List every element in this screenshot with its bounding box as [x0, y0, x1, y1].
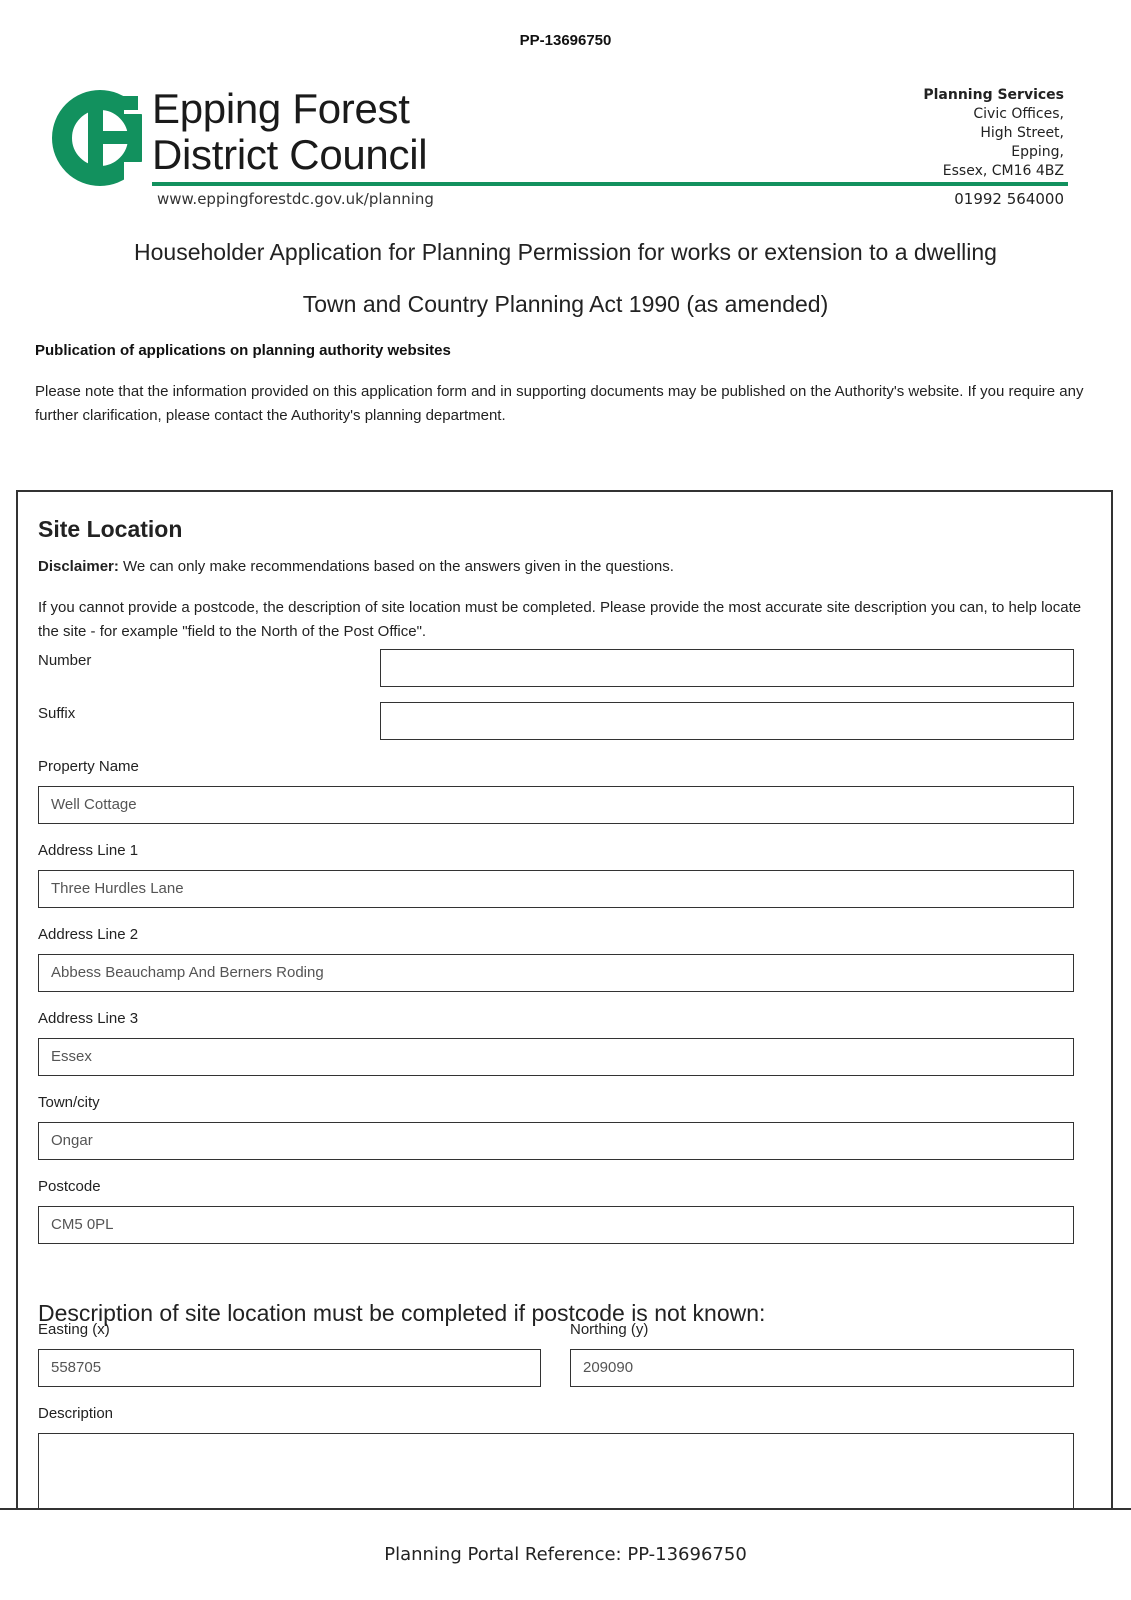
description-field[interactable] — [38, 1433, 1074, 1510]
council-name — [152, 86, 427, 178]
council-name-line1: Epping Forest — [152, 85, 410, 132]
publication-text: Please note that the information provided on this application form and in supporting documents may be published on the Authority's website. If you require any further clarification, please contact the Authority's planning department. — [35, 383, 1084, 424]
disclaimer — [38, 558, 674, 575]
address-line-2-field[interactable]: Abbess Beauchamp And Berners Roding — [38, 954, 1074, 992]
town-city-field[interactable]: Ongar — [38, 1122, 1074, 1160]
address-line-3-field[interactable]: Essex — [38, 1038, 1074, 1076]
council-logo-icon — [52, 82, 142, 198]
council-website: www.eppingforestdc.gov.uk/planning — [157, 190, 434, 208]
easting-label: Easting (x) — [38, 1321, 110, 1338]
address-line: High Street, — [980, 125, 1064, 141]
address-line-2-label: Address Line 2 — [38, 926, 139, 943]
address-line: Epping, — [1011, 144, 1064, 160]
property-name-label: Property Name — [38, 758, 139, 775]
council-name-line2: District Council — [152, 131, 428, 178]
easting-field[interactable]: 558705 — [38, 1349, 541, 1387]
postcode-field[interactable]: CM5 0PL — [38, 1206, 1074, 1244]
site-help-text: If you cannot provide a postcode, the description of site location must be completed. Please provide the most accurate site description you can, to help locate the site - for example "field to the North of the Post Office". — [38, 599, 1082, 640]
section-title: Site Location — [38, 516, 183, 542]
town-city-label: Town/city — [38, 1094, 100, 1111]
reference-number: PP-13696750 — [519, 32, 612, 49]
property-name-field[interactable]: Well Cottage — [38, 786, 1074, 824]
header-divider — [152, 182, 1068, 186]
address-line: Civic Offices, — [973, 106, 1064, 122]
address-line: Essex, CM16 4BZ — [942, 163, 1064, 179]
disclaimer-text: We can only make recommendations based on the answers given in the questions. — [118, 558, 674, 575]
suffix-field[interactable] — [380, 702, 1074, 740]
form-subtitle: Town and Country Planning Act 1990 (as amended) — [302, 291, 829, 317]
site-location-section — [16, 490, 1113, 1510]
council-header — [52, 82, 1068, 212]
number-label: Number — [38, 652, 92, 669]
northing-label: Northing (y) — [570, 1321, 649, 1338]
address-line-3-label: Address Line 3 — [38, 1010, 139, 1027]
form-title: Householder Application for Planning Permission for works or extension to a dwelling — [134, 239, 997, 265]
address-line-1-field[interactable]: Three Hurdles Lane — [38, 870, 1074, 908]
council-address — [923, 86, 1064, 181]
page-bottom-divider — [0, 1508, 1131, 1510]
number-field[interactable] — [380, 649, 1074, 687]
disclaimer-label: Disclaimer: — [38, 558, 119, 575]
postcode-label: Postcode — [38, 1178, 101, 1195]
footer-reference: Planning Portal Reference: PP-13696750 — [384, 1544, 747, 1565]
description-heading: Description of site location must be completed if postcode is not known: — [38, 1300, 766, 1326]
northing-field[interactable]: 209090 — [570, 1349, 1074, 1387]
suffix-label: Suffix — [38, 705, 76, 722]
description-label: Description — [38, 1405, 114, 1422]
publication-heading: Publication of applications on planning authority websites — [35, 342, 451, 359]
address-title: Planning Services — [923, 87, 1064, 103]
council-phone: 01992 564000 — [954, 190, 1064, 208]
address-line-1-label: Address Line 1 — [38, 842, 139, 859]
